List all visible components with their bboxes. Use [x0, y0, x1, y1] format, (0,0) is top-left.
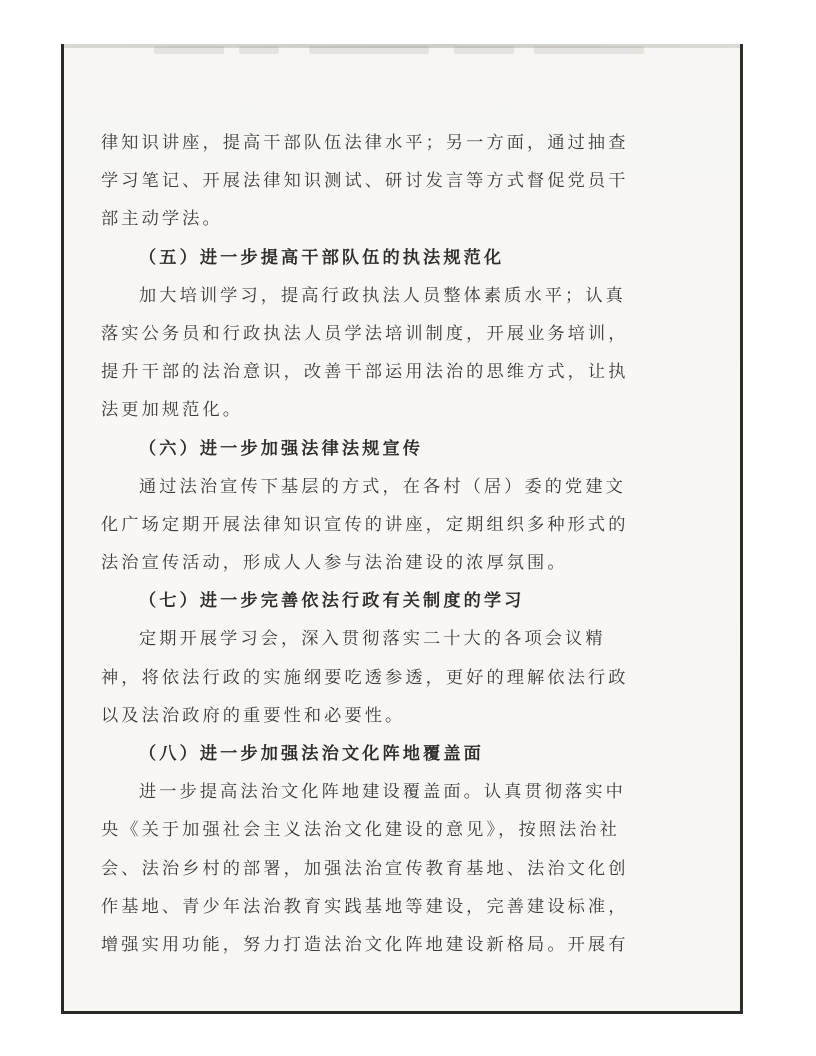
paragraph-line: 落实公务员和行政执法人员学法培训制度，开展业务培训， [101, 323, 629, 344]
paragraph-line: 化广场定期开展法律知识宣传的讲座，定期组织多种形式的 [101, 514, 629, 535]
paragraph-line: 通过法治宣传下基层的方式，在各村（居）委的党建文 [139, 476, 626, 497]
section-heading: （七）进一步完善依法行政有关制度的学习 [139, 591, 525, 612]
paragraph-line: 定期开展学习会，深入贯彻落实二十大的各项会议精 [139, 629, 606, 650]
paragraph-line: 法治宣传活动，形成人人参与法治建设的浓厚氛围。 [101, 553, 568, 574]
paragraph-line: 作基地、青少年法治教育实践基地等建设，完善建设标准， [101, 896, 629, 917]
paragraph-line: 以及法治政府的重要性和必要性。 [101, 705, 406, 726]
section-heading: （八）进一步加强法治文化阵地覆盖面 [139, 744, 484, 764]
faint-bleed-through-header [64, 46, 740, 62]
paragraph-line: 学习笔记、开展法律知识测试、研讨发言等方式督促党员干 [101, 171, 629, 192]
paragraph-line: 提升干部的法治意识，改善干部运用法治的思维方式，让执 [101, 362, 629, 383]
paragraph-line: 法更加规范化。 [101, 400, 244, 421]
paragraph-line: 进一步提高法治文化阵地建设覆盖面。认真贯彻落实中 [139, 782, 626, 803]
paragraph-line: 会、法治乡村的部署，加强法治宣传教育基地、法治文化创 [101, 858, 629, 879]
paragraph-line: 加大培训学习，提高行政执法人员整体素质水平；认真 [139, 285, 626, 306]
paragraph-line: 增强实用功能，努力打造法治文化阵地建设新格局。开展有 [101, 934, 629, 955]
section-heading: （六）进一步加强法律法规宣传 [139, 438, 424, 459]
paragraph-line: 央《关于加强社会主义法治文化建设的意见》，按照法治社 [101, 820, 620, 841]
document-body [101, 124, 641, 964]
paragraph-line: 神，将依法行政的实施纲要吃透参透，更好的理解依法行政 [101, 667, 629, 688]
paragraph-line: 律知识讲座，提高干部队伍法律水平；另一方面，通过抽查 [101, 133, 629, 153]
section-heading: （五）进一步提高干部队伍的执法规范化 [139, 247, 505, 268]
paragraph-line: 部主动学法。 [101, 209, 223, 230]
